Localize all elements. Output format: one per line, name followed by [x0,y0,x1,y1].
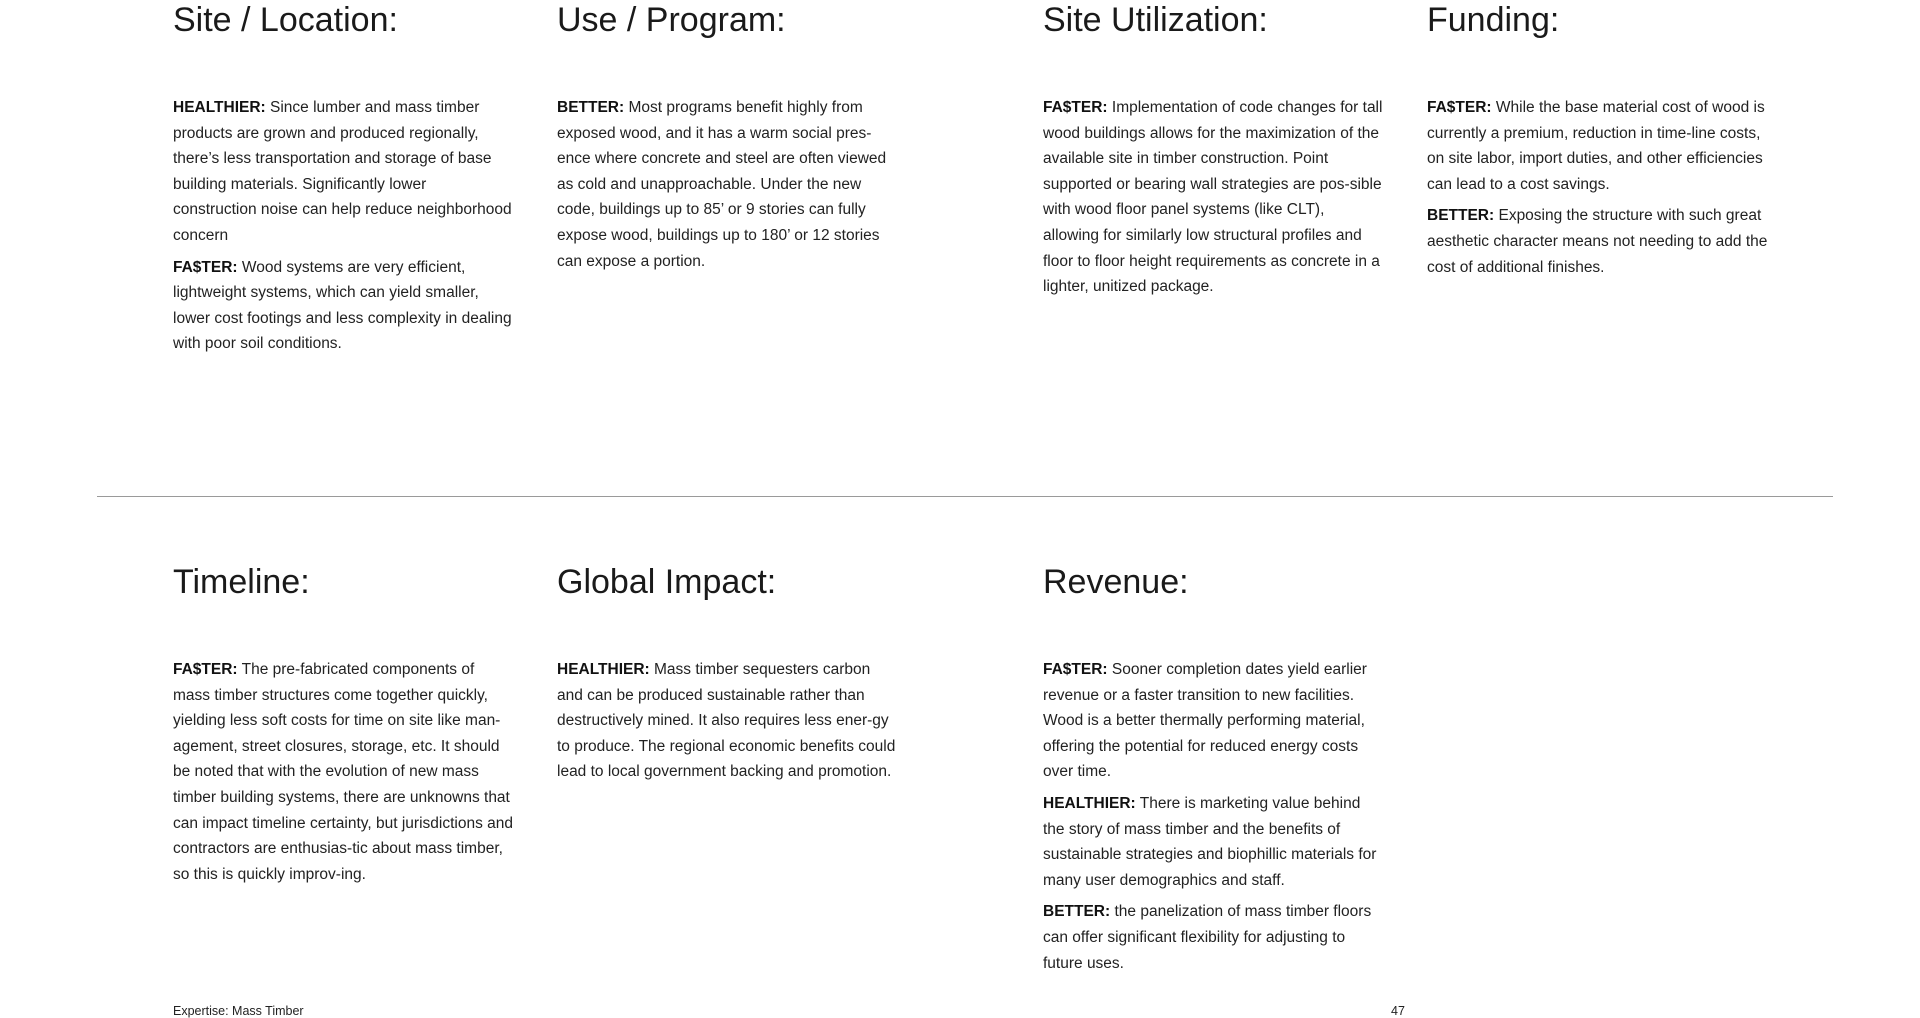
section-funding [1427,0,1772,276]
paragraph-text: Most programs benefit highly from exposed wood, and it has a warm social pres-ence where concrete and steel are often viewed as cold and unapproachable. Under the new code, buildings up to 85’ or 9 stories can fully expose wood, buildings up to 180’ or 12 stories can expose a portion. [557,99,887,270]
lead-label: HEALTHIER: [1043,794,1136,812]
section-title: Timeline: [173,563,310,601]
paragraph-text: The pre-fabricated components of mass timber structures come together quickly, yielding less soft costs for time on site like man-agement, street closures, storage, etc. It should be noted that with the evolution of new mass timber building systems, there are unknowns that can impact timeline certainty, but jurisdictions and contractors are enthusias-tic about mass timber, so this is quickly improv-ing. [173,661,514,883]
lead-label: FA$TER: [173,661,238,678]
section-global-impact [557,562,897,781]
section-title: Site / Location: [173,1,398,39]
paragraph-faster [1427,95,1772,197]
paragraph-text: Since lumber and mass timber products are grown and produced regionally, there’s less transportation and storage of base building materials. Significantly lower construction noise can help reduce neighborhood concern [173,99,512,244]
section-body [1043,657,1383,982]
paragraph-text: Exposing the structure with such great aesthetic character means not needing to add the cost of additional finishes. [1427,207,1768,276]
paragraph-text: Implementation of code changes for tall wood buildings allows for the maximization of the available site in timber construction. Point supported or bearing wall strategies are pos-sible with wood floor panel systems (like CLT), allowing for similarly low structural profiles and floor to floor height requirements as concrete in a lighter, unitized package. [1043,99,1383,296]
paragraph-faster [173,255,513,357]
paragraph-text: Wood systems are very efficient, lightweight systems, which can yield smaller, lower cost footings and less complexity in dealing with poor soil conditions. [173,258,512,353]
paragraph-text: Mass timber sequesters carbon and can be produced sustainable rather than destructively mined. It also requires less ener-gy to produce. The regional economic benefits could lead to local government backing and promotion. [557,661,896,781]
lead-label: FA$TER: [1427,99,1492,116]
paragraph-text: There is marketing value behind the story of mass timber and the benefits of sustainable strategies and biophillic materials for many user demographics and staff. [1043,794,1377,889]
paragraph-faster [1043,95,1383,300]
paragraph-healthier [173,95,513,249]
paragraph-better [1427,203,1772,280]
lead-label: HEALTHIER: [173,99,266,116]
section-body [173,657,513,893]
lead-label: BETTER: [1043,903,1111,921]
paragraph-faster [1043,657,1383,785]
lead-label: BETTER: [1427,207,1495,225]
paragraph-text: While the base material cost of wood is currently a premium, reduction in time-line costs, on site labor, import duties, and other efficiencies can lead to a cost savings. [1427,99,1765,193]
section-body [557,95,897,280]
paragraph-healthier [1043,791,1383,893]
section-title: Use / Program: [557,1,786,39]
section-divider [97,496,1833,497]
lead-label: BETTER: [557,99,625,116]
section-timeline [173,562,514,883]
paragraph-healthier [557,657,897,785]
section-title: Site Utilization: [1043,1,1268,39]
section-revenue [1043,562,1383,972]
paragraph-better [557,95,897,274]
section-body [173,95,513,363]
section-body [1427,95,1772,286]
lead-label: FA$TER: [1043,99,1108,116]
section-site-utilization [1043,0,1383,296]
lead-label: HEALTHIER: [557,661,650,678]
section-body [1043,95,1383,306]
lead-label: FA$TER: [173,258,238,276]
section-title: Revenue: [1043,563,1189,601]
paragraph-text: the panelization of mass timber floors can offer significant flexibility for adjusting to future uses. [1043,903,1372,972]
paragraph-faster [173,657,513,887]
footer-document-title: Expertise: Mass Timber [173,1004,304,1018]
section-title: Global Impact: [557,563,777,601]
section-use-program [557,0,897,270]
section-title: Funding: [1427,1,1560,39]
paragraph-better [1043,899,1383,976]
paragraph-text: Sooner completion dates yield earlier revenue or a faster transition to new facilities. Wood is a better thermally performing material, offering the potential for reduced energy costs over time. [1043,661,1367,781]
section-body [557,657,897,791]
section-site-location [173,0,513,353]
lead-label: FA$TER: [1043,661,1108,678]
footer-page-number: 47 [1391,1004,1405,1018]
